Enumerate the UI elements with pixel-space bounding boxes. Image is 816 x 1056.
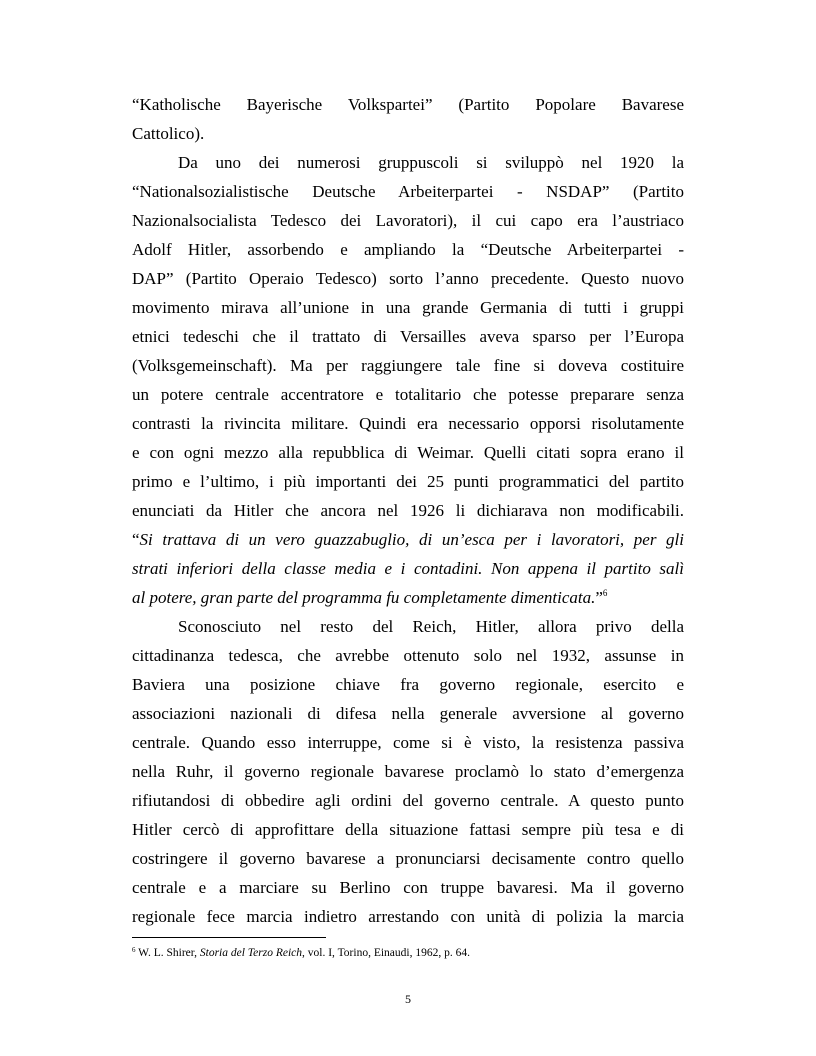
- text-line: associazioni nazionali di difesa nella generale avversione al governo: [132, 704, 684, 723]
- footnote-author: W. L. Shirer,: [138, 947, 200, 959]
- text-line: un potere centrale accentratore e totalitario che potesse preparare senza: [132, 385, 684, 404]
- text-line: movimento mirava all’unione in una grande Germania di tutti i gruppi: [132, 298, 684, 317]
- text-line: costringere il governo bavarese a pronunciarsi decisamente contro quello: [132, 849, 684, 868]
- body-text: [132, 90, 684, 931]
- text-line: primo e l’ultimo, i più importanti dei 25 punti programmatici del partito: [132, 472, 684, 491]
- quote-text: Si trattava di un vero guazzabuglio, di un’esca per i lavoratori, per gli: [139, 530, 684, 549]
- text-line: Adolf Hitler, assorbendo e ampliando la “Deutsche Arbeiterpartei -: [132, 240, 684, 259]
- footnote: [132, 946, 692, 960]
- footnote-details: , vol. I, Torino, Einaudi, 1962, p. 64.: [302, 947, 470, 959]
- text-line: Baviera una posizione chiave fra governo regionale, esercito e: [132, 675, 684, 694]
- paragraph-start-line: Sconosciuto nel resto del Reich, Hitler, allora privo della: [178, 617, 684, 636]
- text-line: centrale. Quando esso interruppe, come si è visto, la resistenza passiva: [132, 733, 684, 752]
- text-line: contrasti la rivincita militare. Quindi era necessario opporsi risolutamente: [132, 414, 684, 433]
- quote-text: al potere, gran parte del programma fu completamente dimenticata.: [132, 588, 596, 607]
- quote-line: [132, 554, 684, 583]
- text-line: regionale fece marcia indietro arrestando con unità di polizia la marcia: [132, 907, 684, 926]
- text-line: DAP” (Partito Operaio Tedesco) sorto l’anno precedente. Questo nuovo: [132, 269, 684, 288]
- text-line: (Volksgemeinschaft). Ma per raggiungere tale fine si doveva costituire: [132, 356, 684, 375]
- text-line: enunciati da Hitler che ancora nel 1926 li dichiarava non modificabili.: [132, 501, 684, 520]
- text-line: e con ogni mezzo alla repubblica di Weimar. Quelli citati sopra erano il: [132, 443, 684, 462]
- paragraph-start-line: Da uno dei numerosi gruppuscoli si sviluppò nel 1920 la: [178, 153, 684, 172]
- text-line: “Nationalsozialistische Deutsche Arbeiterpartei - NSDAP” (Partito: [132, 182, 684, 201]
- quote-line: [132, 583, 684, 612]
- quote-text: strati inferiori della classe media e i contadini. Non appena il partito salì: [132, 559, 684, 578]
- text-line: Cattolico).: [132, 124, 205, 143]
- footnote-number: 6: [132, 946, 136, 954]
- text-line: Nazionalsocialista Tedesco dei Lavoratori), il cui capo era l’austriaco: [132, 211, 684, 230]
- quote-line: [132, 525, 684, 554]
- footnote-divider: [132, 937, 326, 938]
- text-line: rifiutandosi di obbedire agli ordini del governo centrale. A questo punto: [132, 791, 684, 810]
- page-number: 5: [405, 992, 411, 1006]
- open-quote: “: [132, 530, 140, 549]
- text-line: etnici tedeschi che il trattato di Versailles aveva sparso per l’Europa: [132, 327, 684, 346]
- close-quote: ”: [595, 588, 603, 607]
- text-line: centrale e a marciare su Berlino con truppe bavaresi. Ma il governo: [132, 878, 684, 897]
- footnote-reference[interactable]: 6: [602, 588, 608, 598]
- text-line: nella Ruhr, il governo regionale bavarese proclamò lo stato d’emergenza: [132, 762, 684, 781]
- text-line: “Katholische Bayerische Volkspartei” (Partito Popolare Bavarese: [132, 95, 684, 114]
- text-line: Hitler cercò di approfittare della situazione fattasi sempre più tesa e di: [132, 820, 684, 839]
- footnote-title: Storia del Terzo Reich: [199, 947, 303, 959]
- text-line: cittadinanza tedesca, che avrebbe ottenuto solo nel 1932, assunse in: [132, 646, 684, 665]
